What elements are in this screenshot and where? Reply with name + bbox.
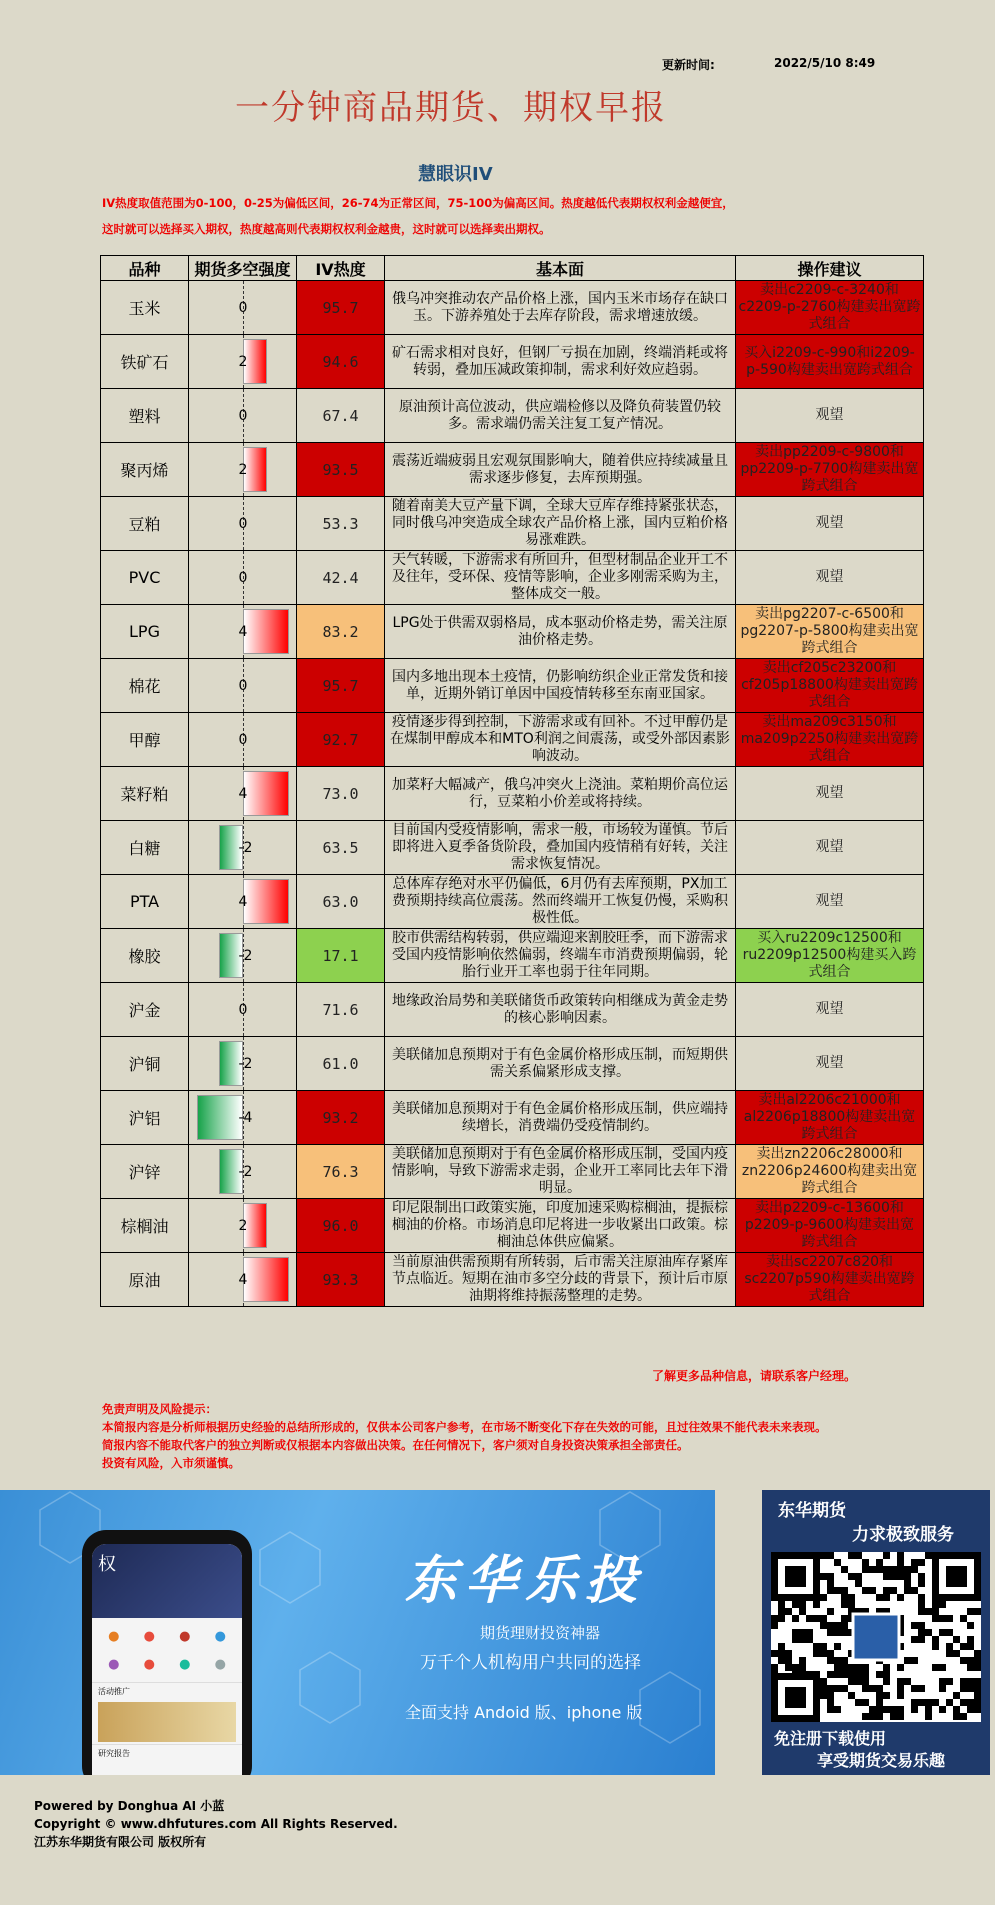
page-footer (34, 1797, 398, 1851)
qr-code-icon[interactable] (771, 1552, 981, 1722)
strength-value: -2 (238, 839, 253, 856)
table-row (101, 767, 924, 821)
update-value: 2022/5/10 8:49 (774, 56, 876, 70)
row-name: 沪锌 (101, 1145, 189, 1199)
strength-value: 0 (238, 515, 248, 532)
app-banner[interactable] (0, 1490, 715, 1775)
table-row (101, 1145, 924, 1199)
page-title: 一分钟商品期货、期权早报 (235, 88, 667, 128)
update-time (662, 56, 876, 73)
table-row (101, 281, 924, 335)
qr-head-1: 东华期货 (778, 1501, 846, 1521)
row-name: 沪金 (101, 983, 189, 1037)
strength-value: 2 (238, 353, 248, 370)
row-strength (189, 551, 297, 605)
row-iv: 76.3 (297, 1145, 385, 1199)
row-iv: 83.2 (297, 605, 385, 659)
row-name: 铁矿石 (101, 335, 189, 389)
row-iv: 96.0 (297, 1199, 385, 1253)
row-iv: 93.3 (297, 1253, 385, 1307)
phone-promo-image (98, 1702, 236, 1742)
app-brand: 东华乐投 (405, 1551, 646, 1611)
app-icon: ● (143, 1628, 155, 1644)
row-strength (189, 389, 297, 443)
row-strength (189, 767, 297, 821)
row-advice: 卖出c2209-c-3240和c2209-p-2760构建卖出宽跨式组合 (736, 281, 924, 335)
app-icon: ● (143, 1656, 155, 1672)
note-line-2: 这时就可以选择买入期权，热度越高则代表期权权利金越贵，这时就可以选择卖出期权。 (102, 222, 551, 236)
table-row (101, 335, 924, 389)
footer-powered: Powered by Donghua AI 小蓝 (34, 1799, 225, 1813)
strength-value: -2 (238, 1055, 253, 1072)
row-name: 橡胶 (101, 929, 189, 983)
strength-value: 4 (238, 623, 248, 640)
table-row (101, 389, 924, 443)
row-fundamentals: 美联储加息预期对于有色金属价格形成压制，而短期供需关系偏紧形成支撑。 (385, 1037, 736, 1091)
row-iv: 94.6 (297, 335, 385, 389)
row-name: 塑料 (101, 389, 189, 443)
strength-value: 0 (238, 677, 248, 694)
banner-line-1: 期货理财投资神器 (480, 1624, 601, 1642)
iv-notes (102, 190, 734, 242)
strength-value: -2 (238, 1163, 253, 1180)
row-advice: 卖出ma209c3150和ma209p2250构建卖出宽跨式组合 (736, 713, 924, 767)
disclaimer-title: 免责声明及风险提示： (102, 1402, 217, 1416)
table-header (101, 256, 924, 281)
row-advice: 卖出sc2207c820和sc2207p590构建卖出宽跨式组合 (736, 1253, 924, 1307)
table-row (101, 1037, 924, 1091)
row-name: 沪铝 (101, 1091, 189, 1145)
row-strength (189, 605, 297, 659)
table-row (101, 497, 924, 551)
table-row (101, 983, 924, 1037)
strength-value: 0 (238, 569, 248, 586)
strength-bar (243, 1257, 289, 1302)
update-label: 更新时间: (662, 58, 715, 72)
strength-bar (243, 609, 289, 654)
row-name: LPG (101, 605, 189, 659)
strength-value: 0 (238, 299, 248, 316)
row-iv: 42.4 (297, 551, 385, 605)
col-iv: IV热度 (297, 256, 385, 281)
row-advice: 观望 (736, 983, 924, 1037)
row-strength (189, 659, 297, 713)
row-name: 菜籽粕 (101, 767, 189, 821)
row-fundamentals: 美联储加息预期对于有色金属价格形成压制，受国内疫情影响，导致下游需求走弱，企业开工率同比去年下滑明显。 (385, 1145, 736, 1199)
banner-line-2: 万千个人机构用户共同的选择 (420, 1653, 641, 1673)
app-icon: ● (179, 1628, 191, 1644)
row-strength (189, 983, 297, 1037)
row-iv: 92.7 (297, 713, 385, 767)
disclaimer-line-3: 投资有风险，入市须谨慎。 (102, 1456, 240, 1470)
row-name: 豆粕 (101, 497, 189, 551)
row-fundamentals: 原油预计高位波动，供应端检修以及降负荷装置仍较多。需求端仍需关注复工复产情况。 (385, 389, 736, 443)
row-fundamentals: 胶市供需结构转弱，供应端迎来割胶旺季，而下游需求受国内疫情影响依然偏弱，终端车市消费预期偏弱，轮胎行业开工率也弱于往年同期。 (385, 929, 736, 983)
footer-company: 江苏东华期货有限公司 版权所有 (34, 1835, 207, 1849)
row-fundamentals: 俄乌冲突推动农产品价格上涨，国内玉米市场存在缺口玉。下游养殖处于去库存阶段，需求增速放缓。 (385, 281, 736, 335)
row-name: 棉花 (101, 659, 189, 713)
row-advice: 观望 (736, 389, 924, 443)
row-strength (189, 497, 297, 551)
row-strength (189, 1253, 297, 1307)
row-fundamentals: 矿石需求相对良好，但钢厂亏损在加剧，终端消耗或将转弱，叠加压减政策抑制，需求利好效应趋弱。 (385, 335, 736, 389)
col-strength: 期货多空强度 (189, 256, 297, 281)
row-fundamentals: 目前国内受疫情影响，需求一般，市场较为谨慎。节后即将进入夏季备货阶段，叠加国内疫情稍有好转，关注需求恢复情况。 (385, 821, 736, 875)
row-name: 聚丙烯 (101, 443, 189, 497)
table-row (101, 929, 924, 983)
row-strength (189, 713, 297, 767)
qr-panel (762, 1490, 990, 1775)
row-iv: 95.7 (297, 281, 385, 335)
row-strength (189, 1145, 297, 1199)
strength-value: 2 (238, 1217, 248, 1234)
strength-bar (243, 879, 289, 924)
app-icon: ● (214, 1628, 226, 1644)
row-name: 沪铜 (101, 1037, 189, 1091)
row-iv: 71.6 (297, 983, 385, 1037)
qr-head-2: 力求极致服务 (852, 1525, 954, 1545)
row-advice: 卖出p2209-c-13600和p2209-p-9600构建卖出宽跨式组合 (736, 1199, 924, 1253)
row-advice: 卖出pp2209-c-9800和pp2209-p-7700构建卖出宽跨式组合 (736, 443, 924, 497)
footer-copyright: Copyright © www.dhfutures.com All Rights Reserved. (34, 1817, 398, 1831)
note-line-1: IV热度取值范围为0-100，0-25为偏低区间，26-74为正常区间，75-100为偏高区间。热度越低代表期权权利金越便宜， (102, 196, 734, 210)
table-row (101, 821, 924, 875)
phone-mockup (82, 1530, 252, 1775)
strength-value: -4 (238, 1109, 253, 1126)
row-fundamentals: 震荡近端疲弱且宏观氛围影响大，随着供应持续减量且需求逐步修复，去库预期强。 (385, 443, 736, 497)
col-fund: 基本面 (385, 256, 736, 281)
row-strength (189, 281, 297, 335)
table-row (101, 443, 924, 497)
row-advice: 观望 (736, 767, 924, 821)
col-name: 品种 (101, 256, 189, 281)
row-name: 棕榈油 (101, 1199, 189, 1253)
col-advice: 操作建议 (736, 256, 924, 281)
row-iv: 17.1 (297, 929, 385, 983)
strength-value: 0 (238, 407, 248, 424)
row-fundamentals: 随着南美大豆产量下调，全球大豆库存维持紧张状态，同时俄乌冲突造成全球农产品价格上涨，国内豆粕价格易涨难跌。 (385, 497, 736, 551)
strength-value: 2 (238, 461, 248, 478)
row-fundamentals: 美联储加息预期对于有色金属价格形成压制，供应端持续增长，消费端仍受疫情制约。 (385, 1091, 736, 1145)
row-advice: 观望 (736, 551, 924, 605)
table-row (101, 1199, 924, 1253)
strength-value: 0 (238, 731, 248, 748)
phone-row-research: 研究报告 (92, 1744, 242, 1762)
row-iv: 61.0 (297, 1037, 385, 1091)
row-name: 甲醇 (101, 713, 189, 767)
row-iv: 73.0 (297, 767, 385, 821)
row-fundamentals: 加菜籽大幅减产，俄乌冲突火上浇油。菜粕期价高位运行，豆菜粕小价差或将持续。 (385, 767, 736, 821)
row-name: PTA (101, 875, 189, 929)
row-strength (189, 821, 297, 875)
row-advice: 观望 (736, 497, 924, 551)
row-name: PVC (101, 551, 189, 605)
row-iv: 95.7 (297, 659, 385, 713)
strength-value: 4 (238, 1271, 248, 1288)
strength-value: -2 (238, 947, 253, 964)
row-iv: 67.4 (297, 389, 385, 443)
row-strength (189, 1091, 297, 1145)
app-icon: ● (108, 1628, 120, 1644)
strength-value: 0 (238, 1001, 248, 1018)
row-name: 白糖 (101, 821, 189, 875)
row-iv: 63.5 (297, 821, 385, 875)
row-advice: 观望 (736, 821, 924, 875)
row-fundamentals: 天气转暖，下游需求有所回升，但型材制品企业开工不及往年，受环保、疫情等影响，企业多刚需采购为主，整体成交一般。 (385, 551, 736, 605)
table-row (101, 605, 924, 659)
row-fundamentals: 地缘政治局势和美联储货币政策转向相继成为黄金走势的核心影响因素。 (385, 983, 736, 1037)
disclaimer (102, 1400, 827, 1472)
row-iv: 93.5 (297, 443, 385, 497)
app-icon: ● (179, 1656, 191, 1672)
page-subtitle: 慧眼识IV (418, 164, 493, 185)
row-strength (189, 335, 297, 389)
row-advice: 卖出pg2207-c-6500和pg2207-p-5800构建卖出宽跨式组合 (736, 605, 924, 659)
table-row (101, 659, 924, 713)
banner-line-3: 全面支持 Andoid 版、iphone 版 (405, 1703, 643, 1722)
table-row (101, 1091, 924, 1145)
row-strength (189, 875, 297, 929)
phone-row-promo: 活动推广 (92, 1682, 242, 1700)
row-strength (189, 929, 297, 983)
more-info: 了解更多品种信息，请联系客户经理。 (652, 1369, 857, 1383)
iv-table (100, 255, 924, 1307)
row-fundamentals: 总体库存绝对水平仍偏低，6月仍有去库预期，PX加工费预期持续高位震荡。然而终端开工恢复仍慢，采购积极性低。 (385, 875, 736, 929)
phone-header: 权 (92, 1544, 242, 1618)
row-name: 玉米 (101, 281, 189, 335)
strength-value: 4 (238, 893, 248, 910)
row-advice: 买入i2209-c-990和i2209-p-590构建卖出宽跨式组合 (736, 335, 924, 389)
row-fundamentals: 国内多地出现本土疫情，仍影响纺织企业正常发货和接单，近期外销订单因中国疫情转移至东南亚国家。 (385, 659, 736, 713)
strength-bar (197, 1095, 243, 1140)
row-advice: 卖出zn2206c28000和zn2206p24600构建卖出宽跨式组合 (736, 1145, 924, 1199)
table-row (101, 551, 924, 605)
strength-bar (243, 771, 289, 816)
table-row (101, 875, 924, 929)
table-row (101, 1253, 924, 1307)
row-advice: 卖出cf205c23200和cf205p18800构建卖出宽跨式组合 (736, 659, 924, 713)
row-fundamentals: 当前原油供需预期有所转弱，后市需关注原油库存紧库节点临近。短期在油市多空分歧的背景下，预计后市原油期将维持振荡整理的走势。 (385, 1253, 736, 1307)
row-advice: 卖出al2206c21000和al2206p18800构建卖出宽跨式组合 (736, 1091, 924, 1145)
row-iv: 63.0 (297, 875, 385, 929)
row-advice: 观望 (736, 1037, 924, 1091)
app-icon: ● (214, 1656, 226, 1672)
qr-foot-1: 免注册下载使用 (774, 1729, 887, 1748)
row-advice: 观望 (736, 875, 924, 929)
row-strength (189, 1037, 297, 1091)
strength-value: 4 (238, 785, 248, 802)
qr-foot-2: 享受期货交易乐趣 (817, 1751, 946, 1770)
row-fundamentals: 疫情逐步得到控制，下游需求或有回补。不过甲醇仍是在煤制甲醇成本和MTO利润之间震荡，或受外部因素影响波动。 (385, 713, 736, 767)
disclaimer-line-2: 简报内容不能取代客户的独立判断或仅根据本内容做出决策。在任何情况下，客户须对自身投资决策承担全部责任。 (102, 1438, 689, 1452)
row-strength (189, 443, 297, 497)
row-strength (189, 1199, 297, 1253)
row-fundamentals: 印尼限制出口政策实施，印度加速采购棕榈油，提振棕榈油的价格。市场消息印尼将进一步收紧出口政策。棕榈油总体供应偏紧。 (385, 1199, 736, 1253)
row-name: 原油 (101, 1253, 189, 1307)
row-advice: 买入ru2209c12500和ru2209p12500构建买入跨式组合 (736, 929, 924, 983)
table-row (101, 713, 924, 767)
row-fundamentals: LPG处于供需双弱格局，成本驱动价格走势，需关注原油价格走势。 (385, 605, 736, 659)
disclaimer-line-1: 本简报内容是分析师根据历史经验的总结所形成的，仅供本公司客户参考，在市场不断变化下存在失效的可能，且过往效果不能代表未来表现。 (102, 1420, 827, 1434)
app-icon: ● (108, 1656, 120, 1672)
row-iv: 93.2 (297, 1091, 385, 1145)
row-iv: 53.3 (297, 497, 385, 551)
